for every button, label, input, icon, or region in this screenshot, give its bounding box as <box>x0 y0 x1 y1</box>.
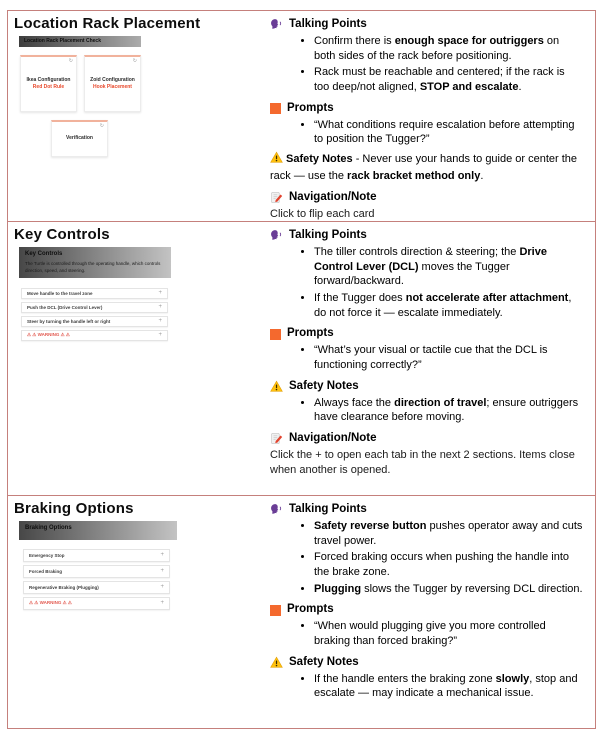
text: Always face the <box>314 396 395 409</box>
text: Confirm there is <box>314 34 395 47</box>
bold-text: Drive Control Lever (DCL) <box>314 245 547 273</box>
bullet-item <box>314 582 583 597</box>
talking-points-icon <box>270 18 283 31</box>
slide-banner: Location Rack Placement Check <box>19 36 141 47</box>
text: moves the Tugger forward/backward. <box>314 260 510 288</box>
plus-icon: + <box>158 318 162 324</box>
plus-icon: + <box>158 304 162 310</box>
accordion-row <box>21 288 168 299</box>
plus-icon: + <box>160 600 164 606</box>
text: The tiller controls direction & steering; the <box>314 245 520 258</box>
text: Click to flip each card <box>270 207 375 220</box>
accordion-row <box>23 581 170 594</box>
bullet-item <box>314 245 583 289</box>
prompts-label: Prompts <box>287 327 334 340</box>
text: “What’s your visual or tactile cue that the DCL is functioning correctly?” <box>314 344 548 371</box>
flip-card-zoid-configuration <box>84 55 141 112</box>
text: slows the Tugger by reversing DCL direction. <box>361 582 583 595</box>
warning-glyphs: ⚠ ⚠ <box>60 332 70 337</box>
prompts-label: Prompts <box>287 603 334 616</box>
warning-glyphs: ⚠ ⚠ <box>29 600 39 605</box>
safety-notes-heading <box>270 656 583 670</box>
bullet-item <box>314 291 583 320</box>
plus-icon: + <box>160 568 164 574</box>
talking-points-list <box>268 34 583 95</box>
flip-card-ikea-configuration <box>20 55 77 112</box>
section3-notes <box>266 496 595 728</box>
bullet-item <box>314 118 583 147</box>
navigation-note-label: Navigation/Note <box>289 432 377 444</box>
prompts-list <box>268 118 583 147</box>
plus-icon: + <box>158 290 162 296</box>
bullet-item <box>314 619 583 648</box>
text: . <box>480 169 484 182</box>
accordion-label: Move handle to the travel zone <box>27 290 93 296</box>
talking-points-heading <box>270 503 583 517</box>
memo-pencil-icon <box>270 191 283 204</box>
talking-points-heading <box>270 229 583 243</box>
banner-title: Key Controls <box>25 250 63 257</box>
section2-slide-thumbnail <box>8 222 266 495</box>
text: If the Tugger does <box>314 292 406 304</box>
plus-icon: + <box>160 552 164 558</box>
bold-text: slowly <box>495 672 530 685</box>
safety-notes-label: Safety Notes <box>289 655 359 668</box>
safety-notes-label: Safety Notes <box>289 379 359 392</box>
banner-title: Braking Options <box>25 524 72 531</box>
text: , do not force it — escalate immediately. <box>314 292 572 319</box>
card-title: Ikea Configuration <box>26 76 71 83</box>
navigation-note-text <box>270 207 583 222</box>
section-braking-options <box>7 495 596 729</box>
text: on both sides of the rack before positioning. <box>314 34 560 62</box>
prompts-icon <box>270 605 281 616</box>
card-subtitle: Hook Placement <box>93 84 132 90</box>
section-key-controls <box>7 221 596 496</box>
accordion-list <box>23 549 170 610</box>
section-title: Location Rack Placement <box>14 15 201 32</box>
bullet-item <box>314 34 583 63</box>
bold-text: Plugging <box>314 582 362 595</box>
warning-row-label: ⚠ ⚠ WARNING ⚠ ⚠ <box>27 332 70 337</box>
memo-pencil-icon <box>270 432 283 445</box>
talking-points-label: Talking Points <box>289 503 367 515</box>
bullet-item <box>314 65 583 94</box>
accordion-row <box>21 302 168 313</box>
warning-icon <box>270 656 283 669</box>
warning-glyphs: ⚠ ⚠ <box>62 600 72 605</box>
section3-slide-thumbnail <box>8 496 266 728</box>
navigation-note-heading <box>270 432 583 446</box>
section1-slide-thumbnail <box>8 11 266 221</box>
flip-icon: ↻ <box>99 122 104 129</box>
accordion-row <box>23 565 170 578</box>
text: Forced braking occurs when pushing the handle into the brake zone. <box>314 551 569 578</box>
warning-icon <box>270 380 283 393</box>
accordion-label: Push the DCL (Drive Control Lever) <box>27 304 103 310</box>
safety-notes-label: Safety Notes <box>286 153 353 165</box>
accordion-label: Emergency Stop <box>29 552 65 558</box>
section2-notes <box>266 222 595 495</box>
bullet-item <box>314 672 583 701</box>
talking-points-label: Talking Points <box>289 229 367 241</box>
plus-icon: + <box>158 332 162 338</box>
bullet-item <box>314 519 583 548</box>
section-location-rack-placement <box>7 10 596 222</box>
text: - Never use your hands to guide or center the rack — use the <box>270 153 578 182</box>
warning-icon <box>270 151 283 169</box>
text: “What conditions require escalation before attempting to position the Tugger?” <box>314 118 575 146</box>
bold-text: STOP and escalate <box>419 81 519 93</box>
text: . <box>518 81 522 93</box>
prompts-heading <box>270 102 583 116</box>
bold-text: direction of travel <box>394 396 487 409</box>
slide-banner <box>19 521 177 540</box>
bullet-item <box>314 343 583 372</box>
prompts-heading <box>270 603 583 617</box>
talking-points-icon <box>270 229 283 242</box>
warning-glyphs: ⚠ ⚠ <box>27 332 37 337</box>
banner-text: The Turtle is controlled through the operating handle, which controls direction, speed, and steering. <box>25 260 161 273</box>
section-title: Braking Options <box>14 500 134 517</box>
talking-points-label: Talking Points <box>289 18 367 30</box>
talking-points-list <box>268 245 583 321</box>
text: Rack must be reachable and centered; if the rack is too deep/not aligned, <box>314 66 565 93</box>
accordion-row <box>23 549 170 562</box>
prompts-heading <box>270 327 583 341</box>
warning-row-label: ⚠ ⚠ WARNING ⚠ ⚠ <box>29 600 72 605</box>
bullet-item <box>314 396 583 425</box>
talking-points-list <box>268 519 583 597</box>
text: , stop and escalate — may indicate a mechanical issue. <box>314 672 578 700</box>
safety-notes-list <box>268 672 583 701</box>
flip-cards-row <box>20 55 266 112</box>
text: pushes operator away and cuts travel power. <box>314 519 583 547</box>
safety-notes-heading <box>270 380 583 394</box>
card-title: Zoid Configuration <box>90 76 135 83</box>
text: “When would plugging give you more controlled braking than forced braking?” <box>314 620 546 647</box>
text: Click the + to open each tab in the next 2 sections. Items close when another is opened. <box>270 448 575 476</box>
card-subtitle: Red Dot Rule <box>32 84 65 90</box>
accordion-list <box>21 288 168 341</box>
bold-text: rack bracket method only <box>347 169 481 182</box>
accordion-warning-row <box>23 597 170 610</box>
bold-text: enough space for outriggers <box>394 34 544 47</box>
safety-notes-paragraph <box>270 151 583 184</box>
prompts-list <box>268 343 583 372</box>
safety-notes-list <box>268 396 583 425</box>
text: ; ensure outriggers have clearance before moving. <box>314 396 579 424</box>
prompts-label: Prompts <box>287 101 334 114</box>
prompts-list <box>268 619 583 648</box>
flip-icon: ↻ <box>68 57 73 64</box>
talking-points-heading <box>270 18 583 32</box>
prompts-icon <box>270 329 281 340</box>
text: If the handle enters the braking zone <box>314 672 496 685</box>
prompts-icon <box>270 103 281 114</box>
bullet-item <box>314 550 583 579</box>
accordion-label: Steer by turning the handle left or right <box>27 318 111 324</box>
talking-points-icon <box>270 503 283 516</box>
accordion-label: Forced Braking <box>29 568 63 574</box>
navigation-note-label: Navigation/Note <box>289 190 377 203</box>
slide-banner <box>19 247 171 278</box>
navigation-note-text <box>270 448 583 478</box>
bold-text: Safety reverse button <box>314 519 427 532</box>
accordion-label: Regenerative Braking (Plugging) <box>29 584 99 590</box>
bold-text: not accelerate after attachment <box>405 292 569 304</box>
accordion-row <box>21 316 168 327</box>
navigation-note-heading <box>270 191 583 205</box>
section-title: Key Controls <box>14 226 110 243</box>
flip-icon: ↻ <box>132 57 137 64</box>
section1-notes <box>266 11 595 221</box>
plus-icon: + <box>160 584 164 590</box>
card-title: Verification <box>66 135 93 142</box>
accordion-warning-row <box>21 330 168 341</box>
flip-card-verification <box>51 120 108 157</box>
